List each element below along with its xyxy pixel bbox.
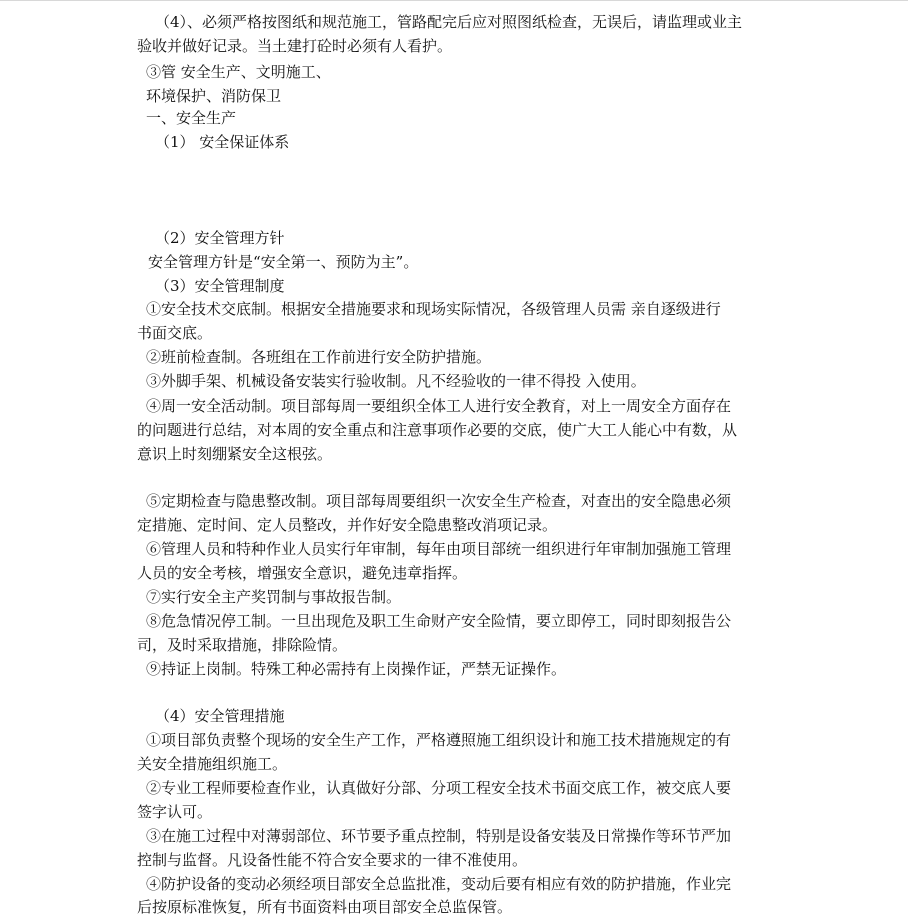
list-item-line: ②班前检查制。各班组在工作前进行安全防护措施。 xyxy=(146,348,492,366)
section-heading: 环境保护、消防保卫 xyxy=(146,87,282,105)
list-item-line: ⑤定期检查与隐患整改制。项目部每周要组织一次安全生产检查，对查出的安全隐患必须 xyxy=(146,492,732,510)
subsection-heading: （1） 安全保证体系 xyxy=(155,133,290,151)
list-item-line: ④防护设备的变动必须经项目部安全总监批准，变动后要有相应有效的防护措施，作业完 xyxy=(146,875,732,893)
list-item-line: ③在施工过程中对薄弱部位、环节要予重点控制，特别是设备安装及日常操作等环节严加 xyxy=(146,827,732,845)
section-heading: 一、安全生产 xyxy=(146,109,237,127)
subsection-heading: （2）安全管理方针 xyxy=(155,229,285,247)
paragraph-line: 安全管理方针是“安全第一、预防为主”。 xyxy=(148,253,419,271)
list-item-line: 定措施、定时间、定人员整改，并作好安全隐患整改消项记录。 xyxy=(137,516,558,534)
list-item-line: ①项目部负责整个现场的安全生产工作，严格遵照施工组织设计和施工技术措施规定的有 xyxy=(146,731,732,749)
list-item-line: ③外脚手架、机械设备安装实行验收制。凡不经验收的一律不得投 入使用。 xyxy=(146,372,646,390)
subsection-heading: （3）安全管理制度 xyxy=(155,277,285,295)
list-item-line: 的问题进行总结，对本周的安全重点和注意事项作必要的交底，使广大工人能心中有数，从 xyxy=(137,421,738,439)
list-item-line: 签字认可。 xyxy=(137,803,213,821)
list-item-line: 控制与监督。凡设备性能不符合安全要求的一律不准使用。 xyxy=(137,851,528,869)
list-item-line: ①安全技术交底制。根据安全措施要求和现场实际情况，各级管理人员需 亲自逐级进行 xyxy=(146,300,721,318)
paragraph-line: 验收并做好记录。当土建打砼时必须有人看护。 xyxy=(137,37,453,55)
list-item-line: ⑦实行安全主产奖罚制与事故报告制。 xyxy=(146,588,402,606)
page-top-divider xyxy=(0,0,908,1)
list-item-line: ⑧危急情况停工制。一旦出现危及职工生命财产安全险情，要立即停工，同时即刻报告公 xyxy=(146,612,732,630)
subsection-heading: （4）安全管理措施 xyxy=(155,707,285,725)
list-item-line: ⑥管理人员和特种作业人员实行年审制，每年由项目部统一组织进行年审制加强施工管理 xyxy=(146,540,732,558)
list-item-line: 书面交底。 xyxy=(137,324,213,342)
list-item-line: ⑨持证上岗制。特殊工种必需持有上岗操作证，严禁无证操作。 xyxy=(146,660,567,678)
section-heading: ③管 安全生产、文明施工、 xyxy=(146,63,331,81)
list-item-line: 意识上时刻绷紧安全这根弦。 xyxy=(137,445,333,463)
list-item-line: ②专业工程师要检查作业，认真做好分部、分项工程安全技术书面交底工作，被交底人要 xyxy=(146,779,732,797)
list-item-line: 后按原标准恢复，所有书面资料由项目部安全总监保管。 xyxy=(137,898,513,916)
list-item-line: 司，及时采取措施，排除险情。 xyxy=(137,636,348,654)
list-item-line: 关安全措施组织施工。 xyxy=(137,755,288,773)
paragraph-line: （4）、必须严格按图纸和规范施工，管路配完后应对照图纸检查，无误后，请监理或业主 xyxy=(155,13,743,31)
list-item-line: 人员的安全考核，增强安全意识，避免违章指挥。 xyxy=(137,564,468,582)
list-item-line: ④周一安全活动制。项目部每周一要组织全体工人进行安全教育，对上一周安全方面存在 xyxy=(146,397,732,415)
